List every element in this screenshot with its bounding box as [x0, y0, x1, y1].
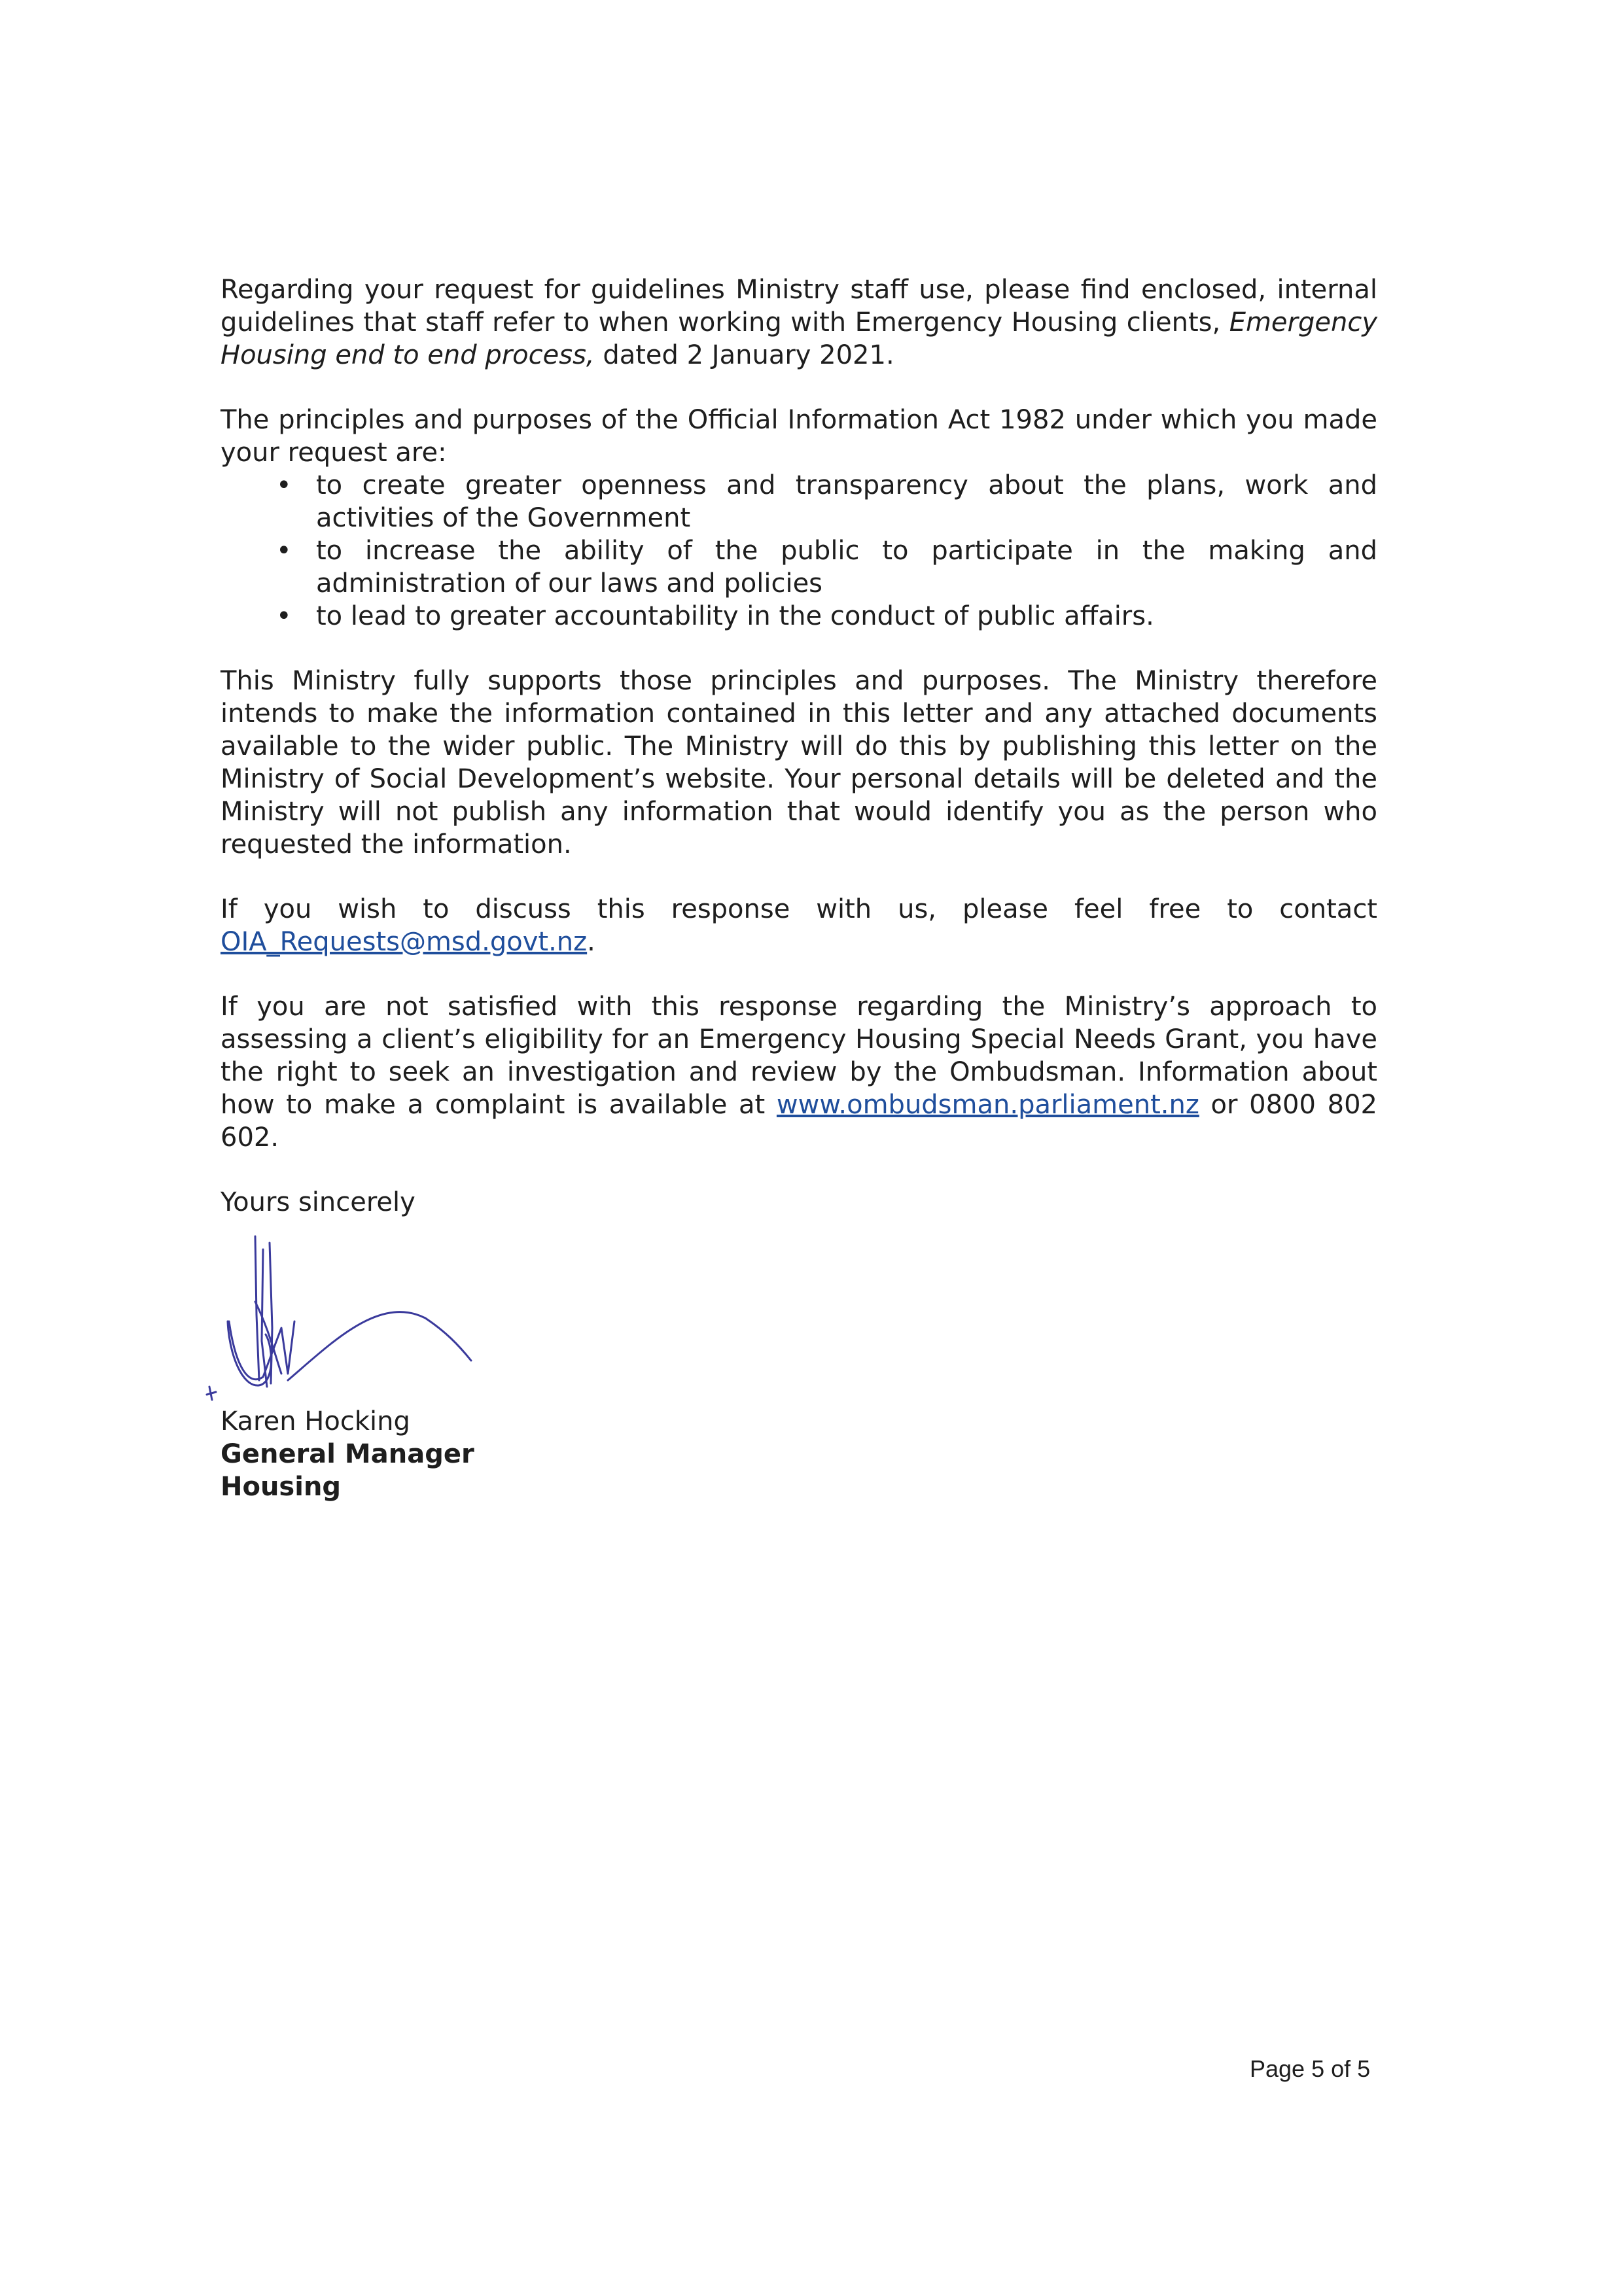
principles-list	[221, 469, 1377, 633]
bullet-icon: •	[276, 601, 292, 631]
ombudsman-website-link[interactable]: www.ombudsman.parliament.nz	[776, 1090, 1199, 1120]
list-item: • to create greater openness and transparency about the plans, work and activities of the Government	[276, 470, 1377, 533]
list-item: • to lead to greater accountability in the conduct of public affairs.	[276, 601, 1154, 631]
list-item: • to increase the ability of the public to participate in the making and administration of our laws and policies	[276, 536, 1377, 599]
signatory-division: Housing	[221, 1472, 342, 1502]
closing-salutation: Yours sincerely	[221, 1187, 415, 1217]
paragraph-guidelines-date: dated 2 January 2021.	[594, 340, 894, 370]
signatory-block	[221, 1405, 474, 1503]
bullet-icon: •	[276, 536, 292, 566]
oia-email-link[interactable]: OIA_Requests@msd.govt.nz	[221, 927, 588, 957]
paragraph-guidelines-text: Regarding your request for guidelines Ministry staff use, please find enclosed, internal guidelines that staff refer to when working with Emergency Housing clients,	[221, 275, 1377, 338]
paragraph-ombudsman: If you are not satisfied with this response regarding the Ministry’s approach to assessing a client’s eligibility for an Emergency Housing Special Needs Grant, you have the right to seek an investigation and review by the Ombudsman. Information about how to make a complaint is available at www.ombudsman.parliament.nz or 0800 802 602.	[221, 992, 1377, 1153]
bullet-icon: •	[276, 470, 292, 500]
paragraph-principles-intro: The principles and purposes of the Official Information Act 1982 under which you made your request are:	[221, 405, 1377, 468]
paragraph-publication: This Ministry fully supports those principles and purposes. The Ministry therefore intends to make the information contained in this letter and any attached documents available to the wider public. The Ministry will do this by publishing this letter on the Ministry of Social Development’s website. Your personal details will be deleted and the Ministry will not publish any information that would identify you as the person who requested the information.	[221, 666, 1377, 860]
document-title-italic: Emergency Housing end to end process,	[221, 307, 1377, 370]
signature-icon	[190, 1223, 504, 1419]
paragraph-guidelines	[221, 273, 1377, 372]
page-number: Page 5 of 5	[1250, 2055, 1371, 2082]
signatory-title: General Manager	[221, 1439, 474, 1469]
signatory-name: Karen Hocking	[221, 1406, 410, 1436]
letter-body	[221, 273, 1377, 1219]
paragraph-contact: If you wish to discuss this response with us, please feel free to contact OIA_Requests@msd.govt.nz.	[221, 894, 1377, 957]
handwritten-signature	[190, 1223, 504, 1419]
